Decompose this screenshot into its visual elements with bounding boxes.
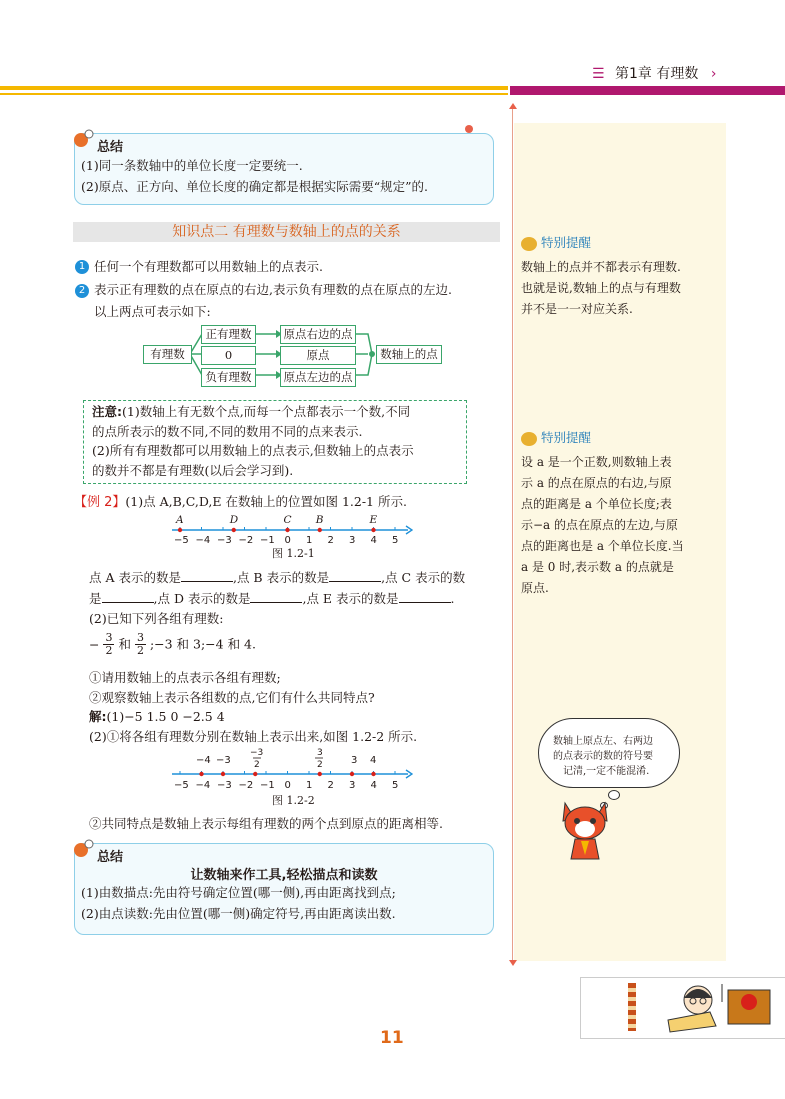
tip-1 [521,233,721,320]
header-rule-yellow [0,86,508,90]
and-word: 和 [118,636,131,652]
axis-1-point [371,528,375,532]
solution-1-text: (1)−5 1.5 0 −2.5 4 [106,709,225,724]
reading-boy-image [660,980,780,1034]
axis-2-point [318,772,322,776]
frac-den-1: 2 [105,644,113,657]
fox-mascot-icon [71,838,95,862]
tip-1-header [521,233,721,251]
blank-a[interactable] [181,569,233,582]
page-number: 11 [380,1028,404,1048]
top-frac-neg-den: 2 [254,760,260,770]
point-1-badge: 1 [75,260,89,274]
fox-mascot-image [555,795,617,863]
blank-d[interactable] [250,590,302,603]
flow-zero: 0 [201,346,256,365]
frac-num-2: 3 [136,631,144,644]
fill-a-label: 点 A 表示的数是 [89,570,181,585]
axis-1-point-letter: C [283,514,292,526]
thought-bubble [538,718,680,788]
axis-2-tick-label: 0 [284,780,291,791]
fill-d-label: ,点 D 表示的数是 [153,591,251,606]
flow-negative: 负有理数 [201,368,256,387]
axis-1-tick-label: −1 [260,535,275,546]
top-label-neg4: −4 [196,755,211,766]
note-line-3: (2)所有有理数都可以用数轴上的点表示,但数轴上的点表示 [92,443,414,458]
tip-1-line-1: 数轴上的点并不都表示有理数. [521,260,681,274]
flow-right-points: 原点右边的点 [280,325,356,344]
axis-1-tick-label: 3 [349,535,356,546]
top-frac-neg-num: −3 [250,748,264,758]
divider-arrow-bottom [509,960,517,966]
axis-1-point [178,528,182,532]
axis-1-point-letter: D [229,514,239,526]
fill-b-label: ,点 B 表示的数是 [232,570,330,585]
header-rule-magenta [510,86,785,95]
solution-label: 解: [89,709,107,724]
tip-1-title: 特别提醒 [540,235,591,250]
axis-1-point-letter: E [369,514,378,526]
top-label-neg3: −3 [216,755,231,766]
fraction-neg [103,632,114,657]
tip-2-title: 特别提醒 [540,430,591,445]
column-divider [512,108,513,961]
point-2-badge: 2 [75,284,89,298]
chapter-breadcrumb[interactable] [592,63,716,83]
top-label-4: 4 [370,755,377,766]
solution-line-2: (2)①将各组有理数分别在数轴上表示出来,如图 1.2-2 所示. [89,729,418,744]
summary-box-1 [74,133,494,205]
tip-2-line-4: 示−a 的点在原点的左边,与原 [521,518,678,532]
example-q1-text: (1)点 A,B,C,D,E 在数轴上的位置如图 1.2-1 所示. [125,494,407,509]
summary-title: 总结 [97,140,124,155]
axis-2-point [371,772,375,776]
note-line-1 [92,402,410,422]
blank-c[interactable] [102,590,154,603]
fill-line-2 [89,589,455,609]
axis-1-tick-label: −2 [238,535,254,546]
axis-2-tick-label: −5 [174,780,189,791]
flow-origin: 原点 [280,346,356,365]
fraction-pos [135,632,146,657]
axis-2-tick-label: 1 [306,780,313,791]
list-icon: ☰ [592,66,605,82]
axis-2-tick-label: 4 [370,780,377,791]
tip-2-line-3: 点的距离是 a 个单位长度;表 [521,497,672,511]
groups-rest: ;−3 和 3;−4 和 4. [149,636,256,652]
figure-caption-1: 图 1.2-1 [272,547,315,560]
axis-2-point [253,772,257,776]
chevron-right-icon[interactable]: › [710,66,717,82]
solution-line-1 [89,707,225,727]
tip-2-line-1: 设 a 是一个正数,则数轴上表 [521,455,672,469]
bubble-line-2: 的点表示的数的符号要 [553,751,653,762]
flow-positive: 正有理数 [201,325,256,344]
summary-line-1: (1)同一条数轴中的单位长度一定要统一. [81,158,303,173]
note-label: 注意: [92,404,122,419]
axis-2-point [199,772,203,776]
top-frac-pos-num: 3 [317,748,323,758]
axis-2-tick-label: −3 [217,780,232,791]
number-line-2 [168,746,413,792]
tip-2-line-5: 点的距离也是 a 个单位长度.当 [521,539,684,553]
note-line-2: 的点所表示的数不同,不同的数用不同的点来表示. [92,424,363,439]
point-2-text: 表示正有理数的点在原点的右边,表示负有理数的点在原点的左边. [94,282,452,297]
fill-e-label: ,点 E 表示的数是 [302,591,399,606]
summary-box-2 [74,843,494,935]
chapter-title: 第1章 有理数 [615,66,699,82]
axis-2-tick-label: 3 [349,780,356,791]
fox-mascot-icon [71,128,95,152]
tip-2 [521,428,721,599]
axis-1-tick-label: −4 [195,535,211,546]
axis-1-tick-label: 4 [370,535,377,546]
note-line-4: 的数并不都是有理数(以后会学习到). [92,463,294,478]
header-rule-yellow-thin [0,93,508,95]
example-question-2: (2)已知下列各组有理数: [89,611,224,626]
summary-2-title: 总结 [97,850,124,865]
axis-2-tick-label: −4 [195,780,211,791]
axis-1-tick-label: 0 [284,535,291,546]
sub-question-2: ②观察数轴上表示各组数的点,它们有什么共同特点? [89,690,375,705]
axis-1-tick-label: 5 [392,535,399,546]
axis-2-point [221,772,225,776]
number-line-1 [168,510,413,546]
axis-1-point-letter: B [315,514,324,526]
pin-icon [465,125,473,133]
tip-2-header [521,428,721,446]
summary-2-line-2: (2)由点读数:先由位置(哪一侧)确定符号,再由距离读出数. [81,906,396,921]
fill-line-1 [89,568,465,588]
summary-2-line-1: (1)由数描点:先由符号确定位置(哪一侧),再由距离找到点; [81,885,396,900]
axis-1-tick-label: −3 [217,535,232,546]
axis-1-point-letter: A [176,514,184,526]
top-frac-pos-den: 2 [317,760,323,770]
flow-left-points: 原点左边的点 [280,368,356,387]
axis-1-point [232,528,236,532]
blank-b[interactable] [329,569,381,582]
sub-question-1: ①请用数轴上的点表示各组有理数; [89,670,281,685]
tip-2-line-2: 示 a 的点在原点的右边,与原 [521,476,672,490]
flow-root: 有理数 [143,345,192,364]
summary-2-heading: 让数轴来作工具,轻松描点和读数 [190,868,378,883]
point-1-text: 任何一个有理数都可以用数轴上的点表示. [94,259,323,274]
blank-e[interactable] [399,590,451,603]
tip-1-line-3: 并不是一一对应关系. [521,302,633,316]
fill-c-label: ,点 C 表示的数 [381,570,466,585]
axis-1-point [318,528,322,532]
bubble-line-3: 记清,一定不能混淆. [563,766,650,777]
axis-1-point [285,528,289,532]
points-continuation: 以上两点可表示如下: [94,304,211,319]
axis-2-tick-label: 2 [327,780,334,791]
axis-1-tick-label: −5 [174,535,189,546]
axis-2-tick-label: −1 [260,780,275,791]
knowledge-title-bar [73,222,500,242]
example-tag: 【例 2】 [74,495,126,510]
axis-1-tick-label: 1 [306,535,313,546]
frac-den-2: 2 [136,644,144,657]
flow-target: 数轴上的点 [376,345,442,364]
bubble-line-1: 数轴上原点左、右两边 [553,736,653,747]
frac-num-1: 3 [105,631,113,644]
summary-line-2: (2)原点、正方向、单位长度的确定都是根据实际需要“规定”的. [81,179,428,194]
mascot-icon [521,237,537,251]
axis-2-point [350,772,354,776]
tip-2-line-6: a 是 0 时,表示数 a 的点就是 [521,560,674,574]
fill-c-cont: 是 [89,591,102,606]
axis-1-tick-label: 2 [327,535,334,546]
knowledge-title: 知识点二 有理数与数轴上的点的关系 [172,224,401,240]
frac-neg-sign: − [89,636,100,652]
top-label-3: 3 [351,755,358,766]
mascot-icon [521,432,537,446]
note-line-1-text: (1)数轴上有无数个点,而每一个点都表示一个数,不同 [122,404,411,419]
groups-line [89,632,256,660]
solution-line-3: ②共同特点是数轴上表示每组有理数的两个点到原点的距离相等. [89,816,443,831]
divider-arrow-top [509,103,517,109]
tip-1-line-2: 也就是说,数轴上的点与有理数 [521,281,681,295]
ruler-icon [628,983,636,1031]
axis-2-tick-label: 5 [392,780,399,791]
note-box [83,400,467,484]
figure-caption-2: 图 1.2-2 [272,794,315,807]
tip-2-line-7: 原点. [521,581,549,595]
fill-end: . [450,591,455,606]
axis-2-tick-label: −2 [238,780,254,791]
